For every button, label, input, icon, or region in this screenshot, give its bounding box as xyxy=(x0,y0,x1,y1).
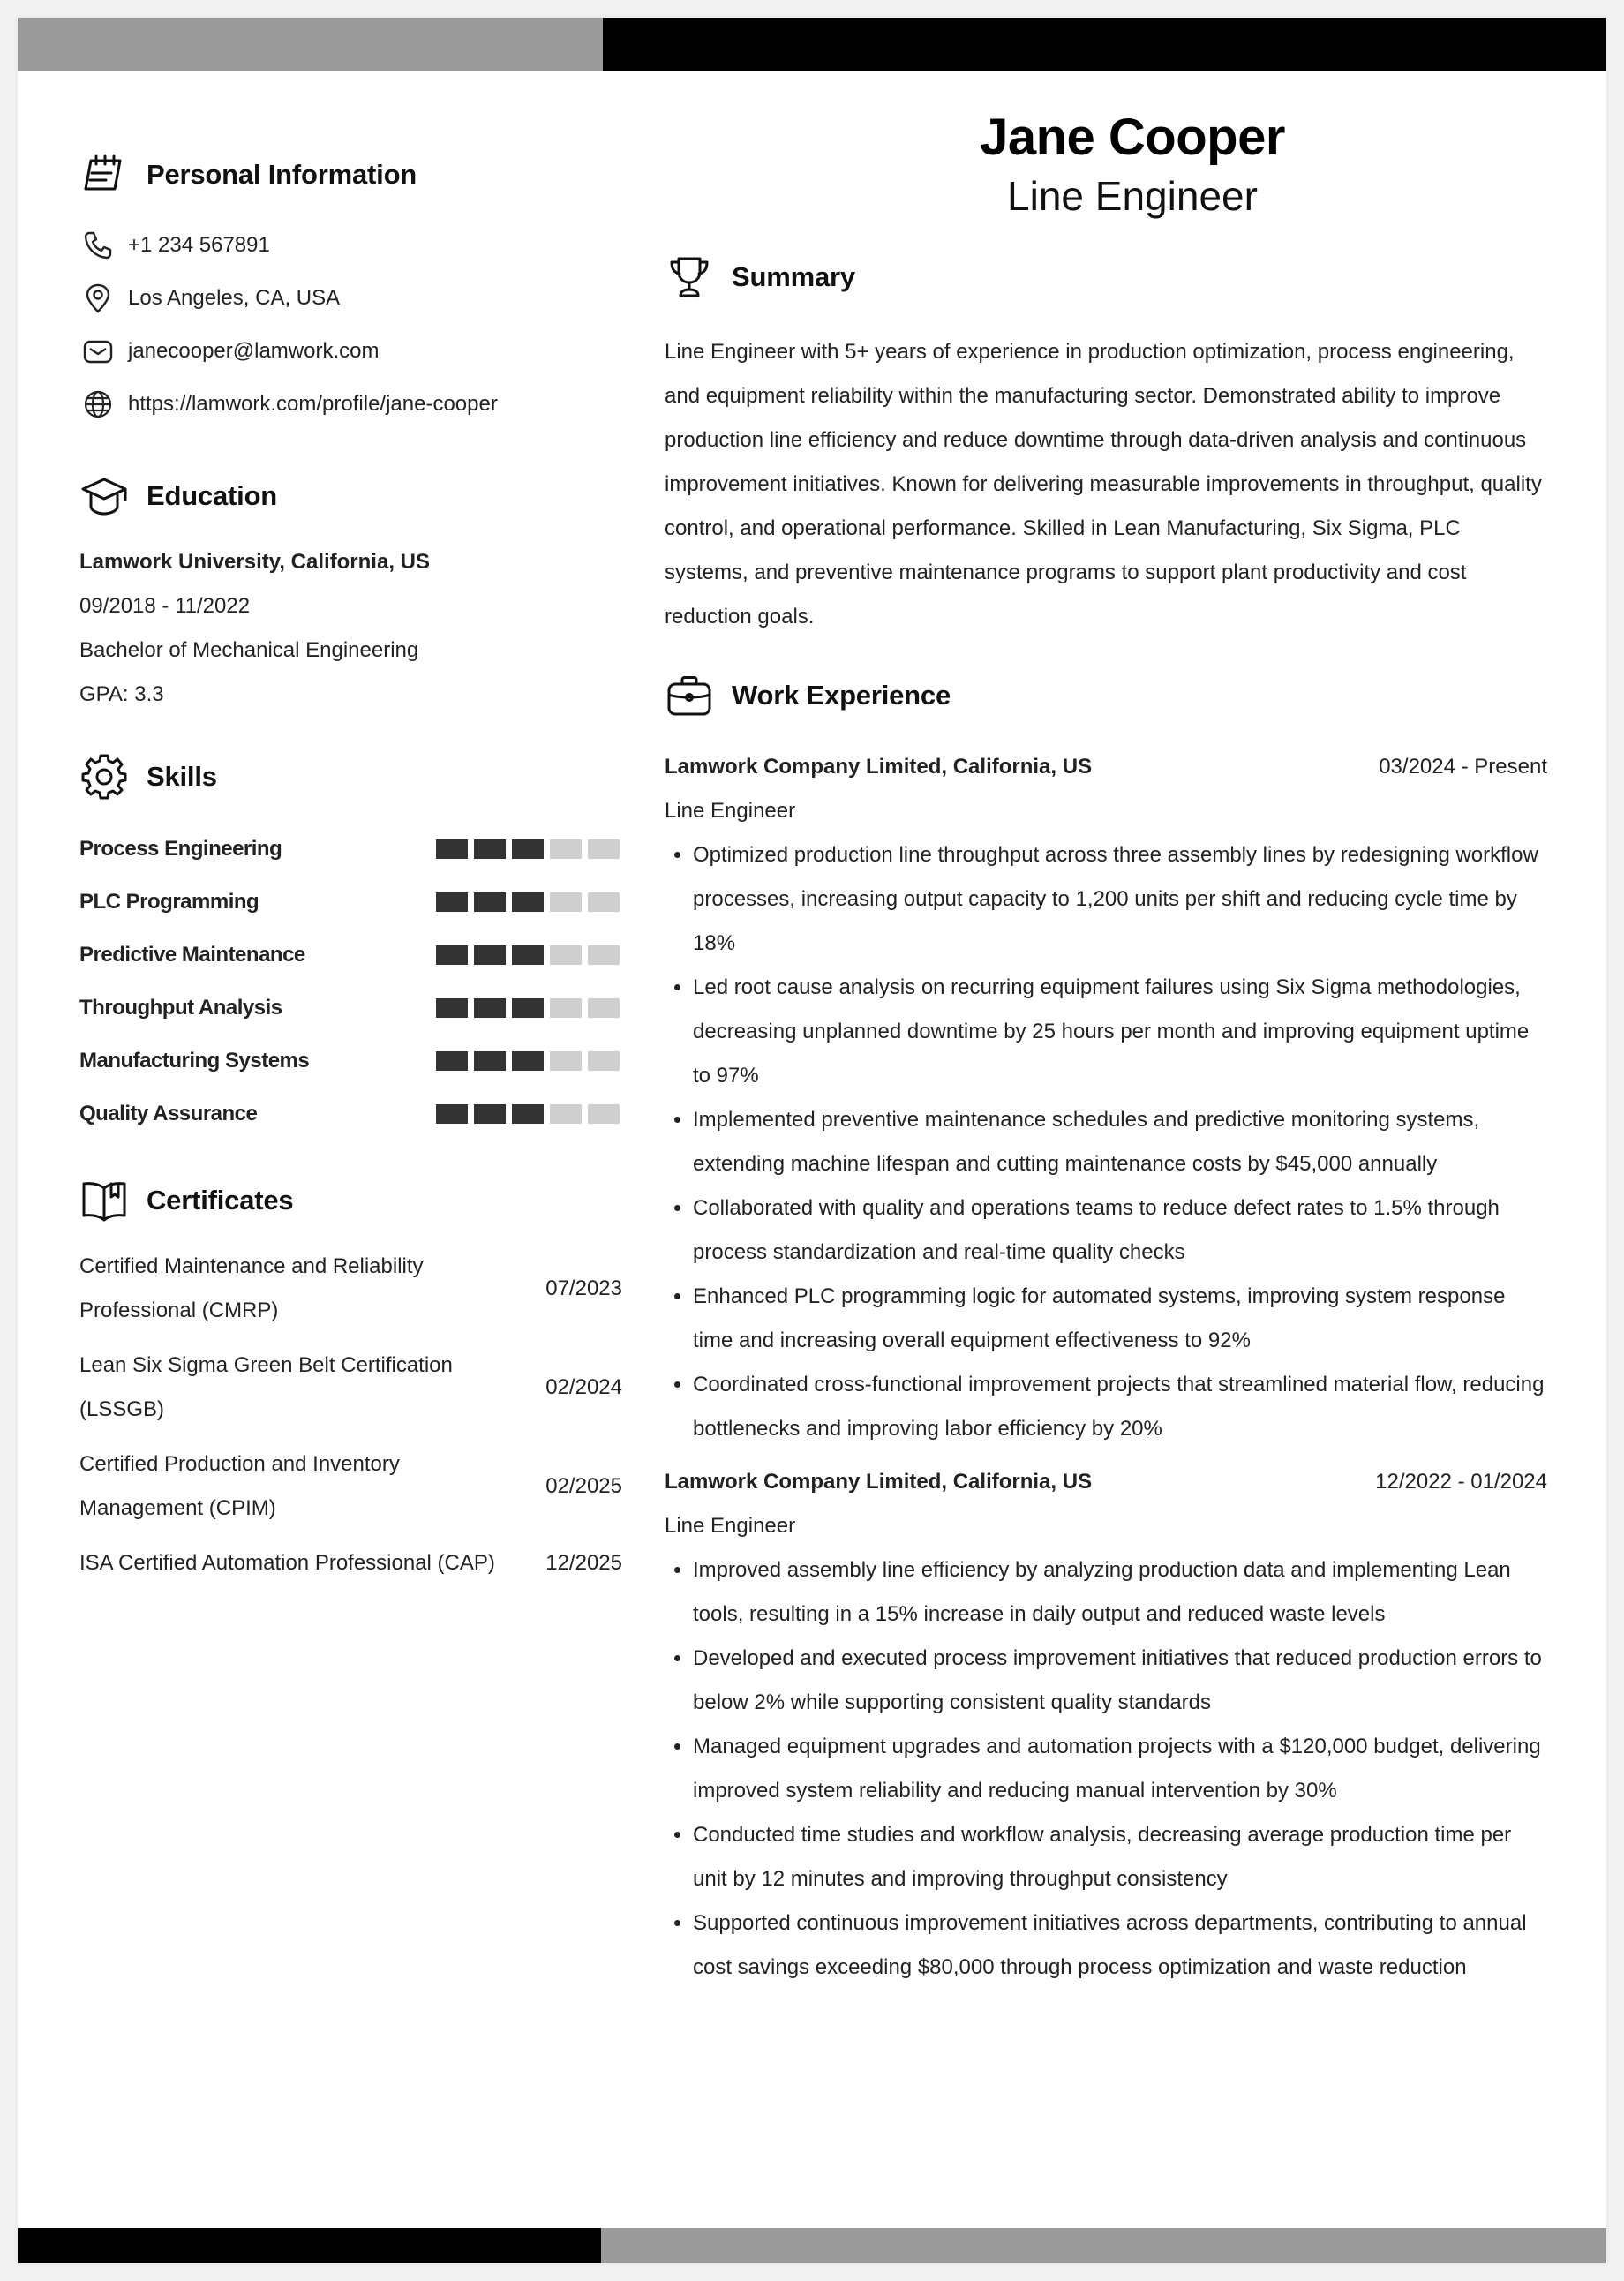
skill-level-empty-segment xyxy=(550,839,582,859)
phone-text: +1 234 567891 xyxy=(128,233,270,257)
certificates-section xyxy=(79,1176,622,1591)
education-title: Education xyxy=(147,480,278,511)
skill-level-filled-segment xyxy=(436,892,468,912)
job-bullet: • Supported continuous improvement initiatives across departments, contributing to annual cost savings exceeding $80,000 through process optimization and waste reduction xyxy=(693,1901,1547,1990)
certificates-title: Certificates xyxy=(147,1185,294,1216)
skill-level-meter xyxy=(436,1104,620,1124)
location-text: Los Angeles, CA, USA xyxy=(128,286,341,310)
resume-page xyxy=(18,18,1606,2263)
skill-row xyxy=(79,823,622,876)
school-name: Lamwork University, California, US xyxy=(79,550,430,574)
job-bullet: • Enhanced PLC programming logic for automated systems, improving system response time and increasing overall equipment effectiveness to 92% xyxy=(693,1275,1547,1363)
skill-row xyxy=(79,1088,622,1140)
education-section xyxy=(79,471,622,717)
job-list xyxy=(665,745,1547,1990)
phone-row xyxy=(79,219,622,272)
certificate-name: ISA Certified Automation Professional (CAP) xyxy=(79,1551,495,1575)
skill-level-filled-segment xyxy=(512,1051,544,1071)
job-bullet: • Led root cause analysis on recurring equipment failures using Six Sigma methodologies, decreasing unplanned downtime by 25 hours per month and improving equipment uptime to 97% xyxy=(693,966,1547,1098)
skill-level-empty-segment xyxy=(588,945,620,965)
job-role: Line Engineer xyxy=(665,799,796,823)
job-bullet: • Coordinated cross-functional improvement projects that streamlined material flow, reducing bottlenecks and improving labor efficiency by 20% xyxy=(693,1363,1547,1451)
gear-icon xyxy=(79,752,129,802)
skill-level-empty-segment xyxy=(588,998,620,1018)
calendar-note-icon xyxy=(79,150,129,199)
skill-level-filled-segment xyxy=(474,1051,506,1071)
right-column xyxy=(665,106,1547,1990)
summary-title: Summary xyxy=(732,261,855,292)
skill-level-meter xyxy=(436,998,620,1018)
job-dates: 03/2024 - Present xyxy=(1379,755,1547,779)
skill-level-meter xyxy=(436,1051,620,1071)
top-left-accent-bar xyxy=(18,18,603,71)
skill-level-filled-segment xyxy=(512,892,544,912)
skill-name: PLC Programming xyxy=(79,890,259,914)
skill-level-meter xyxy=(436,945,620,965)
skills-title: Skills xyxy=(147,761,217,792)
phone-icon xyxy=(80,228,116,263)
skill-level-empty-segment xyxy=(588,1051,620,1071)
skill-level-meter xyxy=(436,839,620,859)
bottom-right-accent-bar xyxy=(601,2228,1606,2263)
skill-level-empty-segment xyxy=(588,892,620,912)
job-entry xyxy=(665,745,1547,1451)
left-column xyxy=(79,150,622,1591)
skill-level-filled-segment xyxy=(512,839,544,859)
skills-section xyxy=(79,752,622,1140)
skill-row xyxy=(79,929,622,982)
skill-level-meter xyxy=(436,892,620,912)
job-bullet-list xyxy=(665,833,1547,1451)
certificate-date: 02/2024 xyxy=(545,1375,622,1399)
skill-level-empty-segment xyxy=(588,1104,620,1124)
skill-level-filled-segment xyxy=(436,1104,468,1124)
mail-icon xyxy=(80,334,116,369)
skill-level-filled-segment xyxy=(474,998,506,1018)
job-bullet: • Conducted time studies and workflow analysis, decreasing average production time per unit by 12 minutes and improving throughput consistency xyxy=(693,1813,1547,1901)
skill-row xyxy=(79,982,622,1035)
skill-name: Manufacturing Systems xyxy=(79,1049,310,1073)
skill-name: Throughput Analysis xyxy=(79,996,282,1020)
briefcase-icon xyxy=(665,671,714,720)
job-bullet-list xyxy=(665,1548,1547,1990)
job-bullet: • Developed and executed process improvement initiatives that reduced production errors to below 2% while supporting consistent quality standards xyxy=(693,1637,1547,1725)
globe-icon xyxy=(80,387,116,422)
skill-level-filled-segment xyxy=(436,945,468,965)
skill-level-empty-segment xyxy=(550,1104,582,1124)
email-text: janecooper@lamwork.com xyxy=(128,339,380,363)
job-dates: 12/2022 - 01/2024 xyxy=(1375,1470,1547,1494)
work-experience-title: Work Experience xyxy=(732,680,951,711)
candidate-role: Line Engineer xyxy=(1007,173,1258,219)
skill-name: Process Engineering xyxy=(79,837,282,861)
skill-list xyxy=(79,823,622,1140)
personal-information-section xyxy=(79,150,622,431)
email-row xyxy=(79,325,622,378)
summary-text: Line Engineer with 5+ years of experience in production optimization, process engineering, and equipment reliability within the manufacturing sector. Demonstrated ability to improve production line efficiency and reduce downtime through data-driven analysis and continuous improvement initiatives. Known for delivering measurable improvements in throughput, quality control, and operational performance. Skilled in Lean Manufacturing, Six Sigma, PLC systems, and preventive maintenance programs to support plant productivity and cost reduction goals. xyxy=(665,340,1542,629)
job-header xyxy=(665,745,1547,789)
summary-section xyxy=(665,252,1547,639)
skill-level-filled-segment xyxy=(474,839,506,859)
candidate-name: Jane Cooper xyxy=(980,109,1285,166)
skill-level-empty-segment xyxy=(588,839,620,859)
skill-name: Quality Assurance xyxy=(79,1102,258,1125)
website-text: https://lamwork.com/profile/jane-cooper xyxy=(128,392,498,416)
skill-level-empty-segment xyxy=(550,945,582,965)
job-entry xyxy=(665,1460,1547,1990)
open-book-icon xyxy=(79,1176,129,1225)
certificate-row xyxy=(79,1338,622,1437)
location-row xyxy=(79,272,622,325)
skill-level-filled-segment xyxy=(436,998,468,1018)
certificate-row xyxy=(79,1536,622,1591)
name-block xyxy=(718,106,1547,222)
skill-level-filled-segment xyxy=(436,1051,468,1071)
job-company: Lamwork Company Limited, California, US xyxy=(665,1470,1093,1494)
skill-level-filled-segment xyxy=(474,945,506,965)
skill-level-empty-segment xyxy=(550,1051,582,1071)
skill-row xyxy=(79,1035,622,1088)
trophy-icon xyxy=(665,252,714,302)
certificate-row xyxy=(79,1437,622,1536)
skill-level-filled-segment xyxy=(512,998,544,1018)
website-row xyxy=(79,378,622,431)
education-dates: 09/2018 - 11/2022 xyxy=(79,594,251,618)
job-role: Line Engineer xyxy=(665,1514,796,1538)
job-bullet: • Collaborated with quality and operations teams to reduce defect rates to 1.5% through process standardization and real-time quality checks xyxy=(693,1186,1547,1275)
skill-level-filled-segment xyxy=(436,839,468,859)
certificate-date: 12/2025 xyxy=(545,1551,622,1575)
skill-level-empty-segment xyxy=(550,998,582,1018)
skill-level-filled-segment xyxy=(474,892,506,912)
certificate-name: Certified Production and Inventory Management (CPIM) xyxy=(79,1452,400,1520)
gpa: GPA: 3.3 xyxy=(79,682,164,706)
skill-name: Predictive Maintenance xyxy=(79,943,305,967)
job-header xyxy=(665,1460,1547,1504)
job-company: Lamwork Company Limited, California, US xyxy=(665,755,1093,779)
graduation-cap-icon xyxy=(79,471,129,521)
certificate-name: Lean Six Sigma Green Belt Certification (LSSGB) xyxy=(79,1353,453,1421)
degree: Bachelor of Mechanical Engineering xyxy=(79,638,419,662)
skill-level-filled-segment xyxy=(474,1104,506,1124)
certificate-list xyxy=(79,1239,622,1591)
certificate-date: 07/2023 xyxy=(545,1276,622,1300)
job-bullet: • Implemented preventive maintenance schedules and predictive monitoring systems, extending machine lifespan and cutting maintenance costs by $45,000 annually xyxy=(693,1098,1547,1186)
work-experience-section xyxy=(665,671,1547,1990)
skill-row xyxy=(79,876,622,929)
skill-level-empty-segment xyxy=(550,892,582,912)
bottom-left-accent-bar xyxy=(18,2228,601,2263)
job-bullet: • Managed equipment upgrades and automation projects with a $120,000 budget, delivering improved system reliability and reducing manual intervention by 30% xyxy=(693,1725,1547,1813)
personal-information-title: Personal Information xyxy=(147,159,417,190)
job-bullet: • Improved assembly line efficiency by analyzing production data and implementing Lean tools, resulting in a 15% increase in daily output and reduced waste levels xyxy=(693,1548,1547,1637)
certificate-date: 02/2025 xyxy=(545,1474,622,1498)
top-right-accent-bar xyxy=(603,18,1606,71)
skill-level-filled-segment xyxy=(512,1104,544,1124)
certificate-row xyxy=(79,1239,622,1338)
certificate-name: Certified Maintenance and Reliability Professional (CMRP) xyxy=(79,1254,424,1322)
job-bullet: • Optimized production line throughput across three assembly lines by redesigning workflow processes, increasing output capacity to 1,200 units per shift and reducing cycle time by 18% xyxy=(693,833,1547,966)
skill-level-filled-segment xyxy=(512,945,544,965)
location-pin-icon xyxy=(80,281,116,316)
